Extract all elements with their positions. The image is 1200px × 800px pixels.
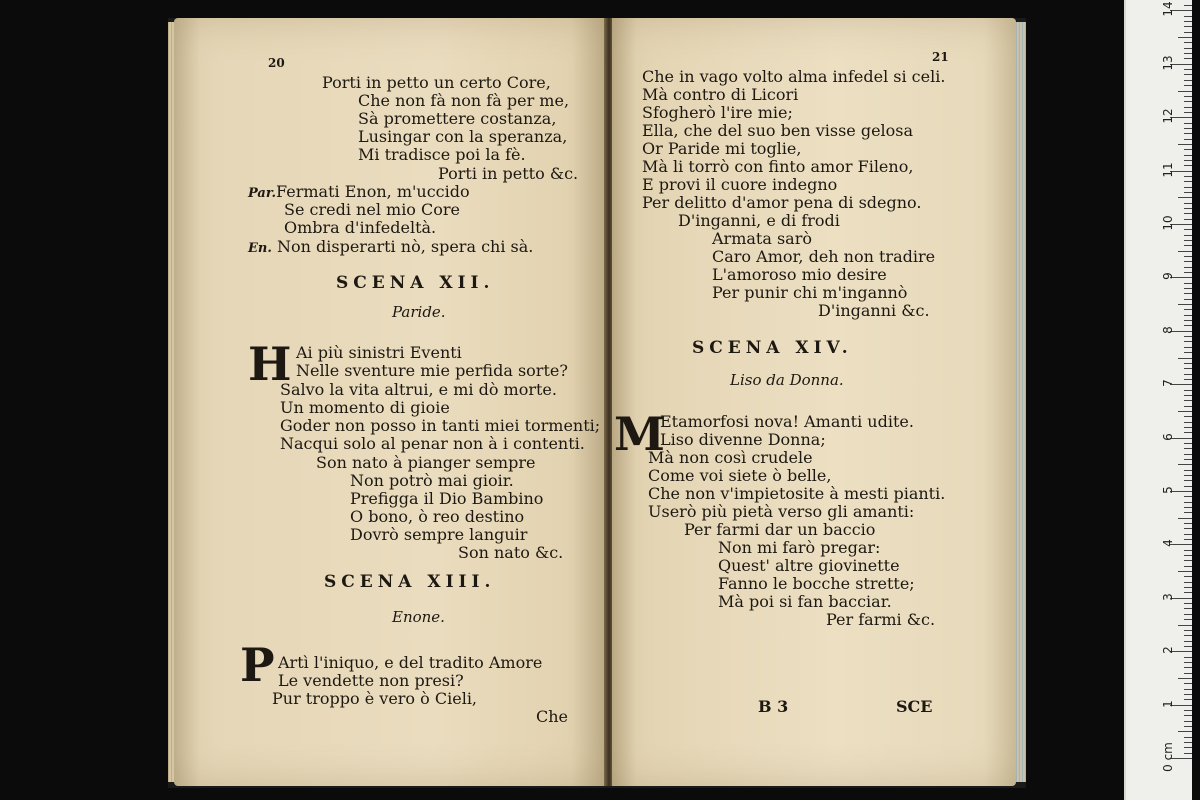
ruler-tick [1184, 528, 1192, 529]
text-line: Per punir chi m'ingannò [712, 283, 908, 302]
ruler-tick [1178, 358, 1192, 359]
ruler-tick [1184, 614, 1192, 615]
catchword: SCE [896, 697, 933, 716]
text-line: Mà poi si fan bacciar. [718, 592, 892, 611]
dialogue-line: Ombra d'infedeltà. [284, 218, 437, 237]
scene-heading: SCENA XIV. [692, 338, 853, 358]
ruler-tick [1184, 368, 1192, 369]
ruler-tick [1184, 187, 1192, 188]
ruler-tick [1184, 710, 1192, 711]
ruler-tick [1184, 5, 1192, 6]
text-line: Goder non posso in tanti miei tormenti; [280, 416, 601, 435]
ruler-label: 5 [1161, 486, 1175, 494]
ruler-label: 14 [1161, 1, 1175, 18]
drop-capital: P [240, 638, 275, 692]
ruler-tick [1184, 219, 1192, 220]
ruler-tick [1184, 753, 1192, 754]
ruler-tick [1184, 507, 1192, 508]
text-line: Come voi siete ò belle, [648, 466, 832, 485]
dialogue-text: Non disperarti nò, spera chi sà. [276, 237, 534, 256]
open-book [168, 18, 1026, 788]
text-line: Mà li torrò con finto amor Fileno, [642, 157, 914, 176]
ruler-tick [1184, 272, 1192, 273]
text-line: Liso divenne Donna; [660, 430, 826, 449]
ruler-tick [1178, 731, 1192, 732]
speaker-label: Par. [248, 186, 277, 201]
ruler-tick [1184, 534, 1192, 535]
ruler-tick [1184, 80, 1192, 81]
ruler-tick [1184, 502, 1192, 503]
ruler-tick [1184, 432, 1192, 433]
ruler-tick [1184, 16, 1192, 17]
ruler-tick [1184, 619, 1192, 620]
text-line: Porti in petto &c. [438, 164, 579, 183]
left-page [174, 18, 606, 786]
ruler-tick [1184, 555, 1192, 556]
ruler-tick [1184, 149, 1192, 150]
text-line: Lusingar con la speranza, [358, 127, 568, 146]
ruler-tick [1184, 721, 1192, 722]
ruler-tick [1184, 133, 1192, 134]
ruler-tick [1184, 683, 1192, 684]
page-number-right: 21 [932, 50, 949, 64]
ruler-tick [1184, 85, 1192, 86]
ruler-tick [1184, 715, 1192, 716]
ruler-tick [1184, 539, 1192, 540]
ruler-tick [1184, 699, 1192, 700]
text-line: Per farmi dar un baccio [684, 520, 876, 539]
ruler-tick [1178, 625, 1192, 626]
ruler-tick [1184, 673, 1192, 674]
text-line: D'inganni &c. [818, 301, 930, 320]
ruler-label: 0 cm [1161, 742, 1175, 772]
signature-mark: B 3 [758, 697, 789, 716]
drop-capital: M [614, 407, 665, 461]
ruler-tick [1184, 630, 1192, 631]
ruler-tick [1178, 464, 1192, 465]
ruler-tick [1184, 229, 1192, 230]
ruler-tick [1184, 427, 1192, 428]
drop-capital: H [248, 337, 292, 391]
ruler-tick [1184, 694, 1192, 695]
ruler-tick [1184, 48, 1192, 49]
ruler-label: 9 [1161, 272, 1175, 281]
ruler-tick [1178, 37, 1192, 38]
ruler-tick [1178, 197, 1192, 198]
ruler-tick [1184, 283, 1192, 284]
ruler-tick [1184, 336, 1192, 337]
text-line: Prefigga il Dio Bambino [350, 489, 544, 508]
text-line: Un momento di gioie [280, 398, 450, 417]
ruler-tick [1184, 107, 1192, 108]
ruler-tick [1184, 587, 1192, 588]
ruler-tick [1184, 657, 1192, 658]
ruler-tick [1184, 608, 1192, 609]
text-line: Mi tradisce poi la fè. [358, 145, 526, 164]
ruler-label: 3 [1161, 592, 1175, 601]
ruler-tick [1184, 165, 1192, 166]
scene-heading: SCENA XIII. [324, 572, 496, 592]
ruler-tick [1184, 454, 1192, 455]
ruler-tick [1184, 352, 1192, 353]
character-name: Paride. [392, 303, 446, 321]
text-line: D'inganni, e di frodi [678, 211, 840, 230]
text-line: Nelle sventure mie perfida sorte? [296, 361, 568, 380]
ruler-label: 2 [1161, 646, 1175, 655]
text-line: Per farmi &c. [826, 610, 936, 629]
text-line: Pur troppo è vero ò Cieli, [272, 689, 478, 708]
ruler-tick [1184, 406, 1192, 407]
ruler-label: 7 [1161, 379, 1175, 388]
ruler-tick [1184, 363, 1192, 364]
ruler-tick [1184, 566, 1192, 567]
ruler-tick [1184, 101, 1192, 102]
text-line: Porti in petto un certo Core, [322, 73, 551, 92]
ruler-tick [1184, 155, 1192, 156]
ruler-label: 11 [1161, 161, 1175, 178]
ruler-tick [1184, 486, 1192, 487]
ruler-tick [1184, 192, 1192, 193]
ruler-label: 8 [1161, 325, 1175, 334]
ruler-tick [1184, 320, 1192, 321]
text-line: Nacqui solo al penar non à i contenti. [280, 434, 585, 453]
ruler-label: 12 [1161, 108, 1175, 124]
ruler-tick [1184, 480, 1192, 481]
ruler-tick [1184, 737, 1192, 738]
ruler-tick [1184, 74, 1192, 75]
ruler-tick [1184, 390, 1192, 391]
ruler-tick [1184, 267, 1192, 268]
ruler-tick [1184, 592, 1192, 593]
text-line: Quest' altre giovinette [718, 556, 900, 575]
text-line: Userò più pietà verso gli amanti: [648, 502, 915, 521]
text-line: Che in vago volto alma infedel si celi. [642, 67, 946, 86]
text-line: Sà promettere costanza, [358, 109, 557, 128]
text-line: Che non v'impietosite à mesti pianti. [648, 484, 946, 503]
ruler-tick [1184, 416, 1192, 417]
text-line: Mà non così crudele [648, 448, 813, 467]
ruler-tick [1184, 726, 1192, 727]
ruler-tick [1184, 309, 1192, 310]
speaker-label: En. [248, 241, 272, 256]
ruler-tick [1184, 315, 1192, 316]
ruler-tick [1184, 128, 1192, 129]
ruler-tick [1184, 21, 1192, 22]
text-line: O bono, ò reo destino [350, 507, 525, 526]
ruler-tick [1184, 261, 1192, 262]
ruler-tick [1184, 69, 1192, 70]
ruler-tick [1184, 181, 1192, 182]
text-line: Son nato &c. [458, 543, 564, 562]
ruler-tick [1184, 256, 1192, 257]
text-line: Non potrò mai gioir. [350, 471, 514, 490]
text-line: Armata sarò [712, 229, 812, 248]
right-page [612, 18, 1016, 786]
ruler-tick [1184, 208, 1192, 209]
ruler-tick [1184, 112, 1192, 113]
ruler-tick [1184, 341, 1192, 342]
ruler-tick [1184, 747, 1192, 748]
ruler-label: 6 [1161, 432, 1175, 441]
ruler-tick [1178, 678, 1192, 679]
ruler-tick [1178, 91, 1192, 92]
ruler-tick [1184, 395, 1192, 396]
ruler-tick [1184, 496, 1192, 497]
ruler-tick [1184, 662, 1192, 663]
ruler-tick [1184, 400, 1192, 401]
ruler-tick [1184, 689, 1192, 690]
ruler-tick [1184, 53, 1192, 54]
ruler-tick [1184, 448, 1192, 449]
ruler-tick [1184, 213, 1192, 214]
ruler-tick [1184, 245, 1192, 246]
ruler-tick [1184, 374, 1192, 375]
ruler-tick [1184, 560, 1192, 561]
text-line: Etamorfosi nova! Amanti udite. [660, 412, 914, 431]
character-name: Enone. [392, 608, 445, 626]
text-line: Artì l'iniquo, e del tradito Amore [278, 653, 543, 672]
ruler-label: 1 [1161, 699, 1175, 708]
ruler-tick [1178, 251, 1192, 252]
dialogue-text: Fermati Enon, m'uccido [276, 182, 470, 201]
text-line: Ella, che del suo ben visse gelosa [642, 121, 914, 140]
ruler-tick [1184, 288, 1192, 289]
ruler-tick [1184, 176, 1192, 177]
text-line: E provi il cuore indegno [642, 175, 838, 194]
ruler-tick [1184, 42, 1192, 43]
ruler-tick [1184, 325, 1192, 326]
ruler-tick [1184, 523, 1192, 524]
ruler-label: 10 [1161, 215, 1175, 231]
page-number-left: 20 [268, 56, 285, 70]
text-line: Dovrò sempre languir [350, 525, 528, 544]
ruler-tick [1184, 470, 1192, 471]
ruler-tick [1184, 123, 1192, 124]
ruler-tick [1184, 576, 1192, 577]
catchword: Che [536, 707, 569, 726]
text-line: Che non fà non fà per me, [358, 91, 570, 110]
ruler-tick [1184, 32, 1192, 33]
ruler-tick [1184, 96, 1192, 97]
text-line: Caro Amor, deh non tradire [712, 247, 936, 266]
character-name: Liso da Donna. [730, 371, 844, 389]
ruler-tick [1184, 26, 1192, 27]
ruler-tick [1178, 571, 1192, 572]
ruler-tick [1178, 304, 1192, 305]
dialogue-line [248, 238, 533, 258]
text-line: Le vendette non presi? [278, 671, 464, 690]
measuring-ruler [1124, 0, 1192, 800]
ruler-tick [1184, 603, 1192, 604]
ruler-tick [1184, 550, 1192, 551]
dialogue-line: Se credi nel mio Core [284, 200, 461, 219]
ruler-tick [1184, 475, 1192, 476]
ruler-tick [1184, 582, 1192, 583]
ruler-tick [1184, 235, 1192, 236]
text-line: Mà contro di Licori [642, 85, 799, 104]
ruler-tick [1184, 742, 1192, 743]
text-line: Or Paride mi toglie, [642, 139, 802, 158]
ruler-label: 4 [1161, 539, 1175, 548]
ruler-tick [1184, 347, 1192, 348]
ruler-tick [1184, 646, 1192, 647]
right-page-edge [1016, 22, 1026, 782]
ruler-tick [1184, 58, 1192, 59]
ruler-tick [1184, 139, 1192, 140]
ruler-tick [1184, 203, 1192, 204]
ruler-tick [1184, 379, 1192, 380]
ruler-tick [1178, 144, 1192, 145]
ruler-tick [1184, 293, 1192, 294]
ruler-tick [1184, 422, 1192, 423]
text-line: Per delitto d'amor pena di sdegno. [642, 193, 922, 212]
scene-heading: SCENA XII. [336, 273, 495, 293]
text-line: Fanno le bocche strette; [718, 574, 915, 593]
ruler-tick [1184, 512, 1192, 513]
ruler-tick [1184, 641, 1192, 642]
ruler-tick [1178, 411, 1192, 412]
ruler-tick [1184, 299, 1192, 300]
ruler-tick [1184, 635, 1192, 636]
ruler-tick [1178, 518, 1192, 519]
ruler-tick [1184, 240, 1192, 241]
ruler-tick [1184, 459, 1192, 460]
ruler-tick [1184, 160, 1192, 161]
ruler-label: 13 [1161, 55, 1175, 71]
text-line: Ai più sinistri Eventi [296, 343, 462, 362]
text-line: Son nato à pianger sempre [316, 453, 536, 472]
text-line: Sfogherò l'ire mie; [642, 103, 793, 122]
text-line: L'amoroso mio desire [712, 265, 887, 284]
ruler-tick [1184, 667, 1192, 668]
ruler-tick [1184, 443, 1192, 444]
text-line: Non mi farò pregar: [718, 538, 881, 557]
text-line: Salvo la vita altrui, e mi dò morte. [280, 380, 557, 399]
